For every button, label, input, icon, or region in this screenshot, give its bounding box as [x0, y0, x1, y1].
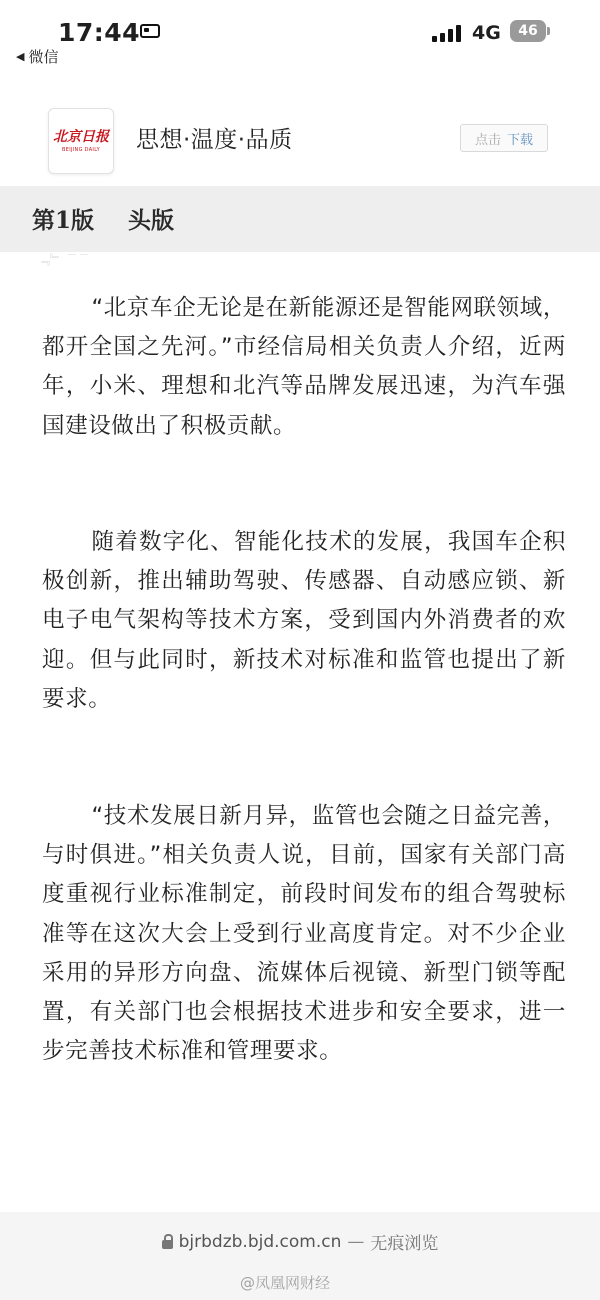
cellular-signal-icon: [432, 24, 464, 42]
back-to-app-button[interactable]: [16, 46, 58, 67]
back-triangle-icon: ◀: [16, 50, 25, 63]
page-number: 第1版: [32, 207, 95, 234]
page-name: 头版: [128, 207, 175, 234]
page-title: [32, 202, 174, 235]
logo-title: 北京日报: [53, 129, 109, 145]
watermark: @凤凰网财经: [240, 1274, 331, 1292]
sleep-mode-icon: [140, 24, 160, 38]
site-slogan: 思想·温度·品质: [136, 127, 293, 153]
network-type: 4G: [472, 22, 501, 44]
address-row[interactable]: [0, 1229, 600, 1254]
download-app-button[interactable]: [460, 124, 548, 152]
newspaper-logo: [48, 108, 114, 174]
article-paragraph-1: “北京车企无论是在新能源还是智能网联领域，都开全国之先河。”市经信局相关负责人介绍，近两年，小米、理想和北汽等品牌发展迅速，为汽车强国建设做出了积极贡献。: [42, 295, 566, 439]
status-bar: [0, 0, 600, 78]
lock-icon: [162, 1240, 173, 1249]
logo-subtitle: BEIJING DAILY: [62, 147, 100, 153]
download-hint: 点击: [474, 132, 501, 148]
clock: 17:44: [58, 18, 141, 47]
battery-icon: 46: [510, 20, 546, 42]
url-text: bjrbdzb.bjd.com.cn: [178, 1231, 342, 1252]
private-mode-label: 无痕浏览: [370, 1234, 439, 1254]
article-paragraph-2: 随着数字化、智能化技术的发展，我国车企积极创新，推出辅助驾驶、传感器、自动感应锁、新电子电气架构等技术方案，受到国内外消费者的欢迎。但与此同时，新技术对标准和监管也提出了新要求。: [42, 529, 566, 712]
clipped-previous-text: ﹃﹄ ﹉﹉: [38, 253, 90, 267]
back-app-label: 微信: [28, 48, 59, 66]
article-body[interactable]: [0, 252, 600, 1212]
article-paragraph-3: “技术发展日新月异，监管也会随之日益完善，与时俱进。”相关负责人说，目前，国家有关部门高度重视行业标准制定，前段时间发布的组合驾驶标准等在这次大会上受到行业高度肯定。对不少企业采用的异形方向盘、流媒体后视镜、新型门锁等配置，有关部门也会根据技术进步和安全要求，进一步完善技术标准和管理要求。: [42, 803, 566, 1065]
download-label: 下载: [507, 132, 534, 148]
url-separator: —: [347, 1231, 365, 1252]
